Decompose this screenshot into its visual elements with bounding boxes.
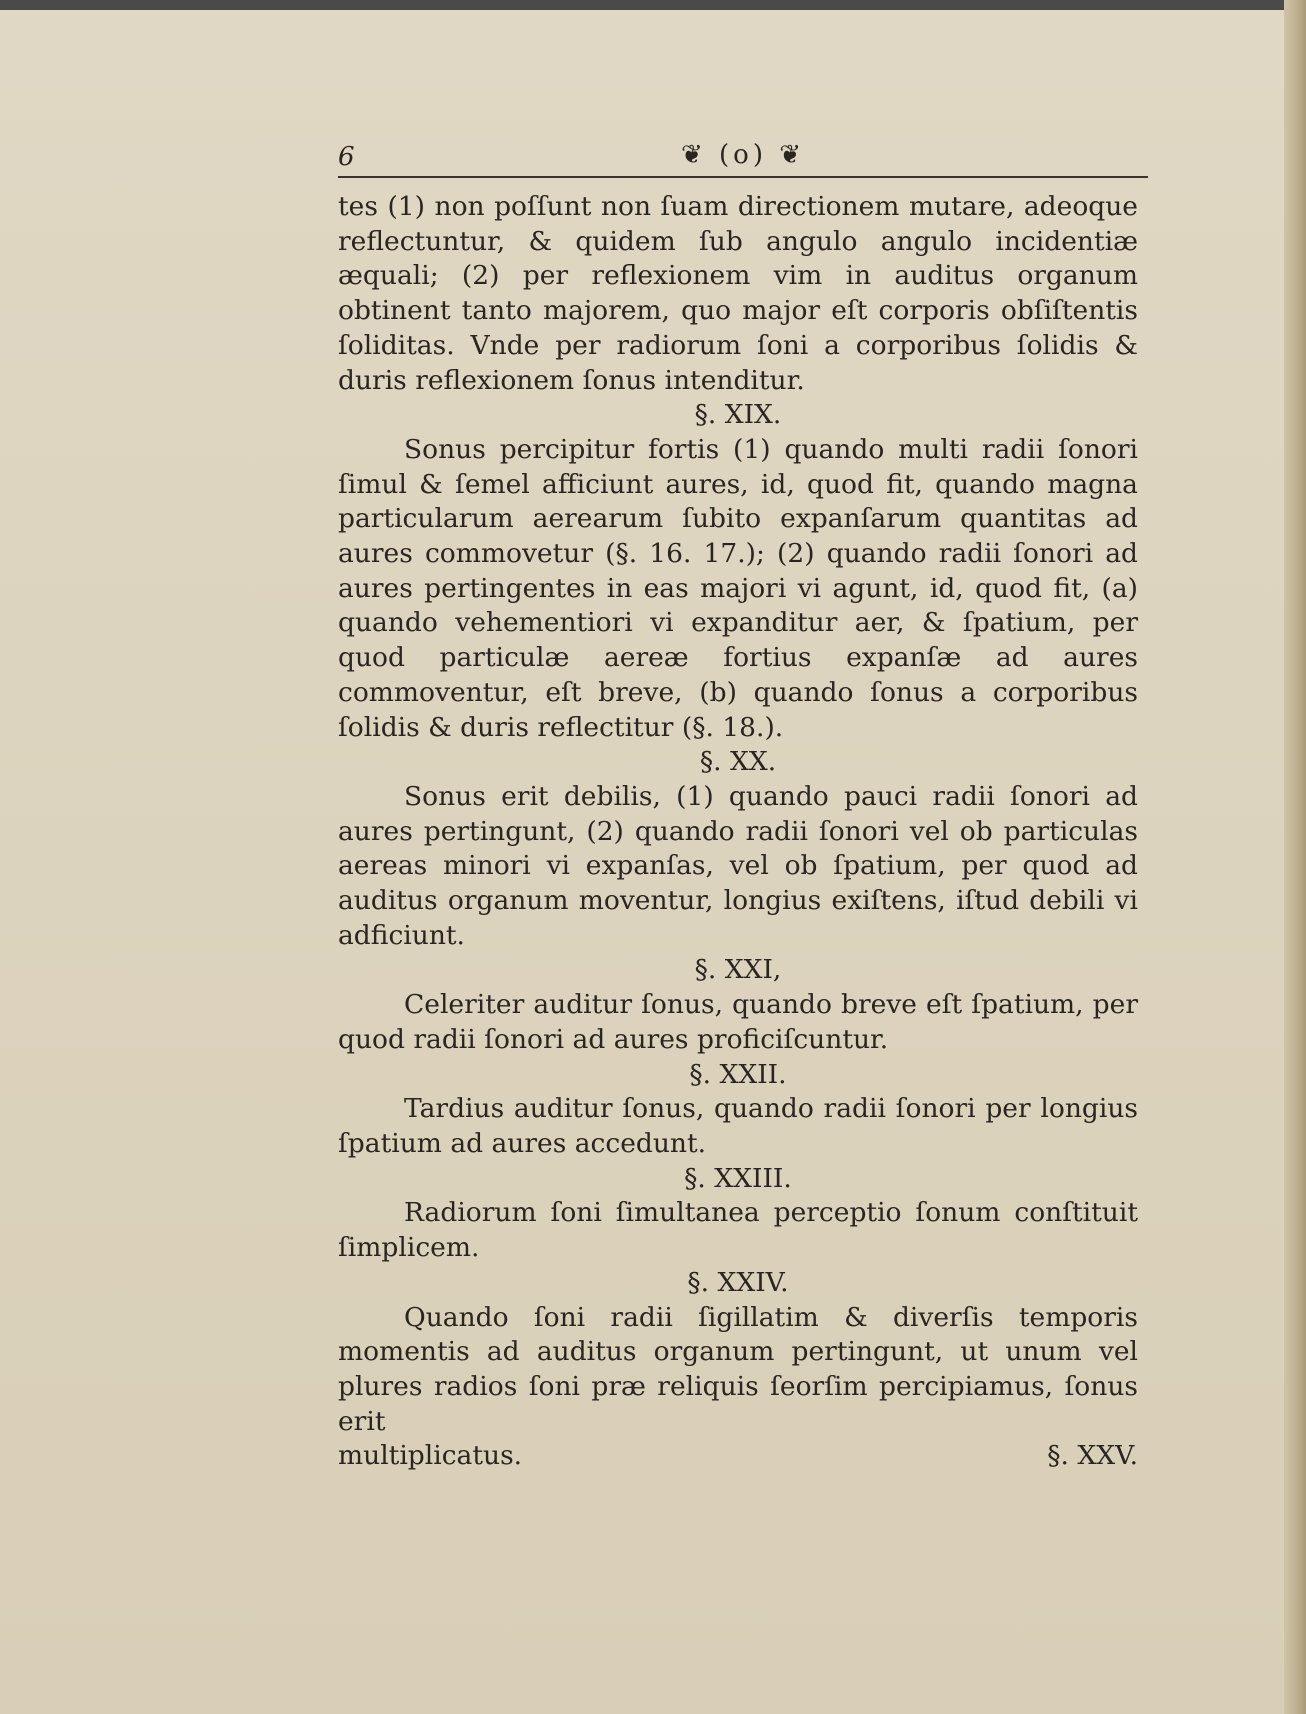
page-number: 6 [338, 142, 355, 172]
section-heading-xxii: §. XXII. [689, 1058, 787, 1090]
section-heading-xxiv: §. XXIV. [687, 1266, 789, 1298]
paragraph-xxiii: Radiorum ſoni ſimultanea perceptio ſonum conſtituit ſimplicem. [338, 1197, 1138, 1264]
section-heading-xix: §. XIX. [694, 399, 782, 431]
running-header [338, 140, 1148, 180]
header-rule [338, 176, 1148, 178]
section-heading-xx: §. XX. [699, 746, 777, 778]
catchword: §. XXV. [1047, 1440, 1138, 1472]
paragraph-continued: tes (1) non poſſunt non ſuam directionem mutare, adeoque reflectuntur, & quidem ſub angulo angulo incidentiæ æquali; (2) per reflexionem vim in auditus organum obtinent tanto majorem, quo major eſt corporis obſiſtentis ſoliditas. Vnde per radiorum ſoni a corporibus ſolidis & duris reflexionem ſonus intenditur. [338, 191, 1138, 396]
page-edge [1284, 0, 1306, 1714]
section-heading-xxi: §. XXI, [694, 954, 782, 986]
top-edge-shadow [0, 0, 1306, 10]
paragraph-xix: Sonus percipitur fortis (1) quando multi radii ſonori ſimul & ſemel afficiunt aures, id, quod fit, quando magna particularum aerearum ſubito expanſarum quantitas ad aures commovetur (§. 16. 17.); (2) quando radii ſonori ad aures pertingentes in eas majori vi agunt, id, quod fit, (a) quando vehementiori vi expanditur aer, & ſpatium, per quod particulæ aereæ fortius expanſæ ad aures commoventur, eſt breve, (b) quando ſonus a corporibus ſolidis & duris reflectitur (§. 18.). [338, 433, 1138, 743]
section-heading-xxiii: §. XXIII. [684, 1162, 792, 1194]
paragraph-xxii: Tardius auditur ſonus, quando radii ſonori per longius ſpatium ad aures accedunt. [338, 1093, 1138, 1159]
header-ornament: ❦ (o) ❦ [680, 140, 806, 170]
paragraph-xx: Sonus erit debilis, (1) quando pauci radii ſonori ad aures pertingunt, (2) quando radii ſonori vel ob particulas aereas minori vi expanſas, vel ob ſpatium, per quod ad auditus organum moventur, longius exiſtens, iſtud debili vi adficiunt. [338, 780, 1138, 951]
body-text [338, 190, 1138, 1474]
paragraph-xxiv: Quando ſoni radii ſigillatim & diverſis temporis momentis ad auditus organum pertingunt, ut unum vel plures radios ſoni præ reliquis ſeorſim percipiamus, ſonus erit [338, 1301, 1138, 1437]
paragraph-xxiv-end: multiplicatus. [338, 1440, 523, 1472]
paragraph-xxi: Celeriter auditur ſonus, quando breve eſt ſpatium, per quod radii ſonori ad aures proficiſcuntur. [338, 989, 1138, 1055]
final-line [338, 1439, 1138, 1474]
